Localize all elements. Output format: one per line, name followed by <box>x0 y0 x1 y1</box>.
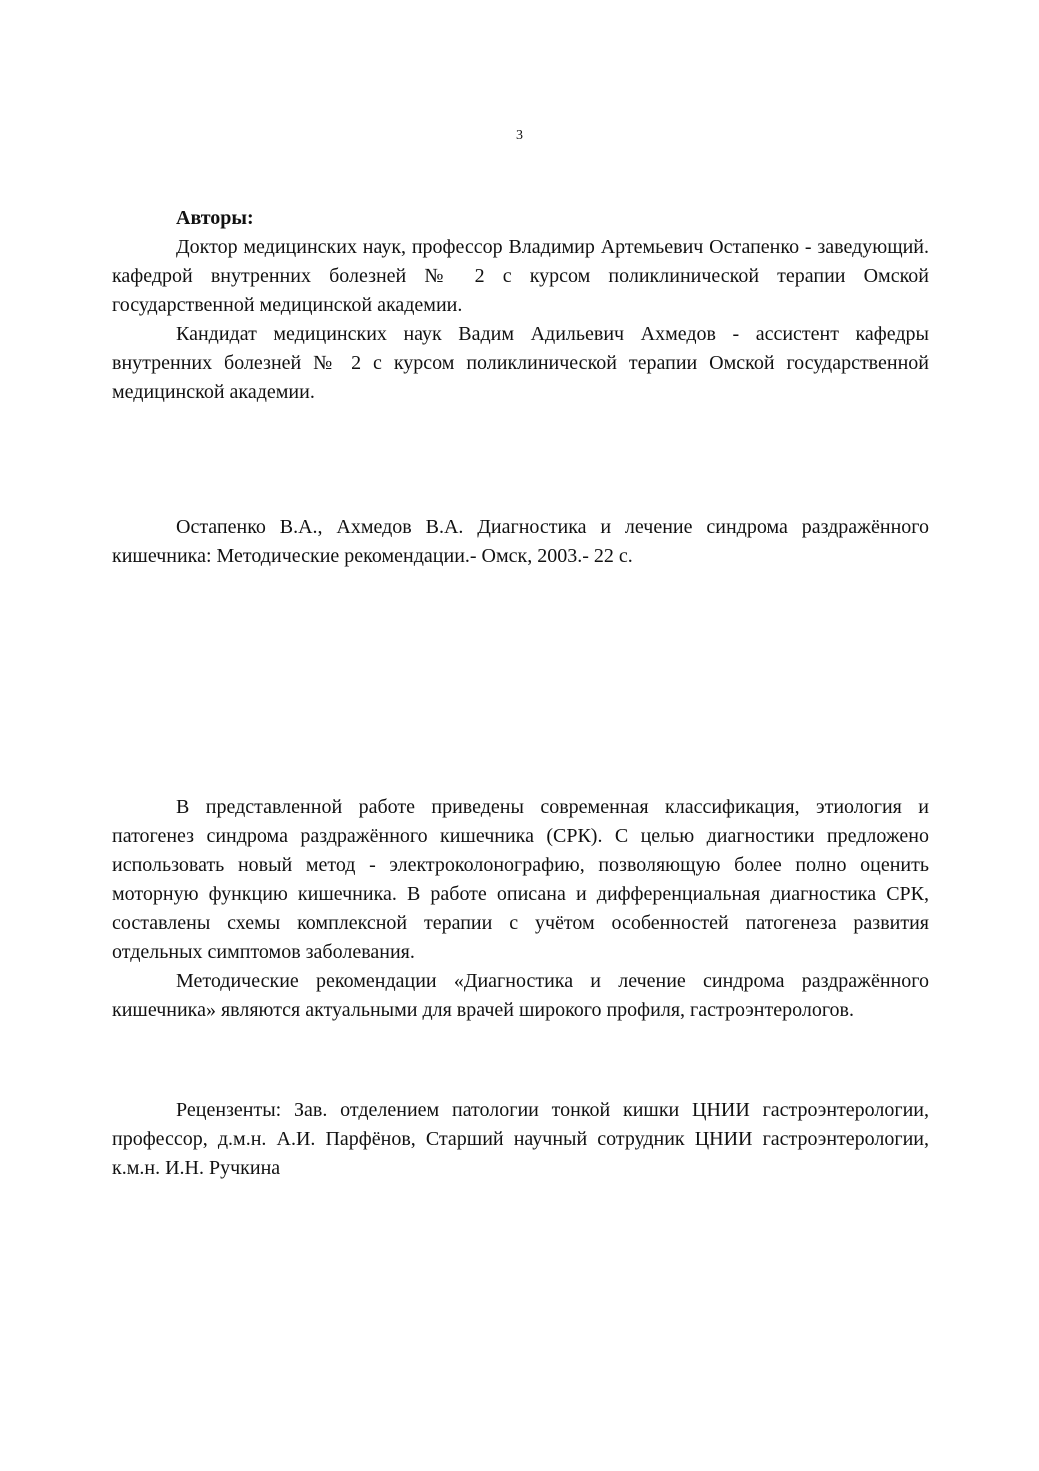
reviewers-text: Рецензенты: Зав. отделением патологии тонкой кишки ЦНИИ гастроэнтерологии, профессор, д.м.н. А.И. Парфёнов, Старший научный сотрудник ЦНИИ гастроэнтерологии, к.м.н. И.Н. Ручкина <box>112 1099 929 1179</box>
reviewers-section <box>112 1096 929 1183</box>
abstract-paragraph-1: В представленной работе приведены современная классификация, этиология и патогенез синдрома раздражённого кишечника (СРК). С целью диагностики предложено использовать новый метод - электроколонографию, позволяющую более полно оценить моторную функцию кишечника. В работе описана и дифференциальная диагностика СРК, составлены схемы комплексной терапии с учётом особенностей патогенеза развития отдельных симптомов заболевания. <box>112 796 929 963</box>
bibliographic-citation: Остапенко В.А., Ахмедов В.А. Диагностика и лечение синдрома раздражённого кишечника: Методические рекомендации.- Омск, 2003.- 22 с. <box>112 516 929 567</box>
authors-section <box>112 204 929 407</box>
abstract-paragraph-2: Методические рекомендации «Диагностика и лечение синдрома раздражённого кишечника» являются актуальными для врачей широкого профиля, гастроэнтерологов. <box>112 970 929 1021</box>
author-entry-2: Кандидат медицинских наук Вадим Адильевич Ахмедов - ассистент кафедры внутренних болезней № 2 с курсом поликлинической терапии Омской государственной медицинской академии. <box>112 323 929 403</box>
author-entry-1: Доктор медицинских наук, профессор Владимир Артемьевич Остапенко - заведующий. кафедрой внутренних болезней № 2 с курсом поликлинической терапии Омской государственной медицинской академии. <box>112 236 929 316</box>
authors-heading: Авторы: <box>176 207 254 229</box>
citation-section <box>112 513 929 571</box>
abstract-section <box>112 793 929 1025</box>
page-number: 3 <box>516 128 523 143</box>
